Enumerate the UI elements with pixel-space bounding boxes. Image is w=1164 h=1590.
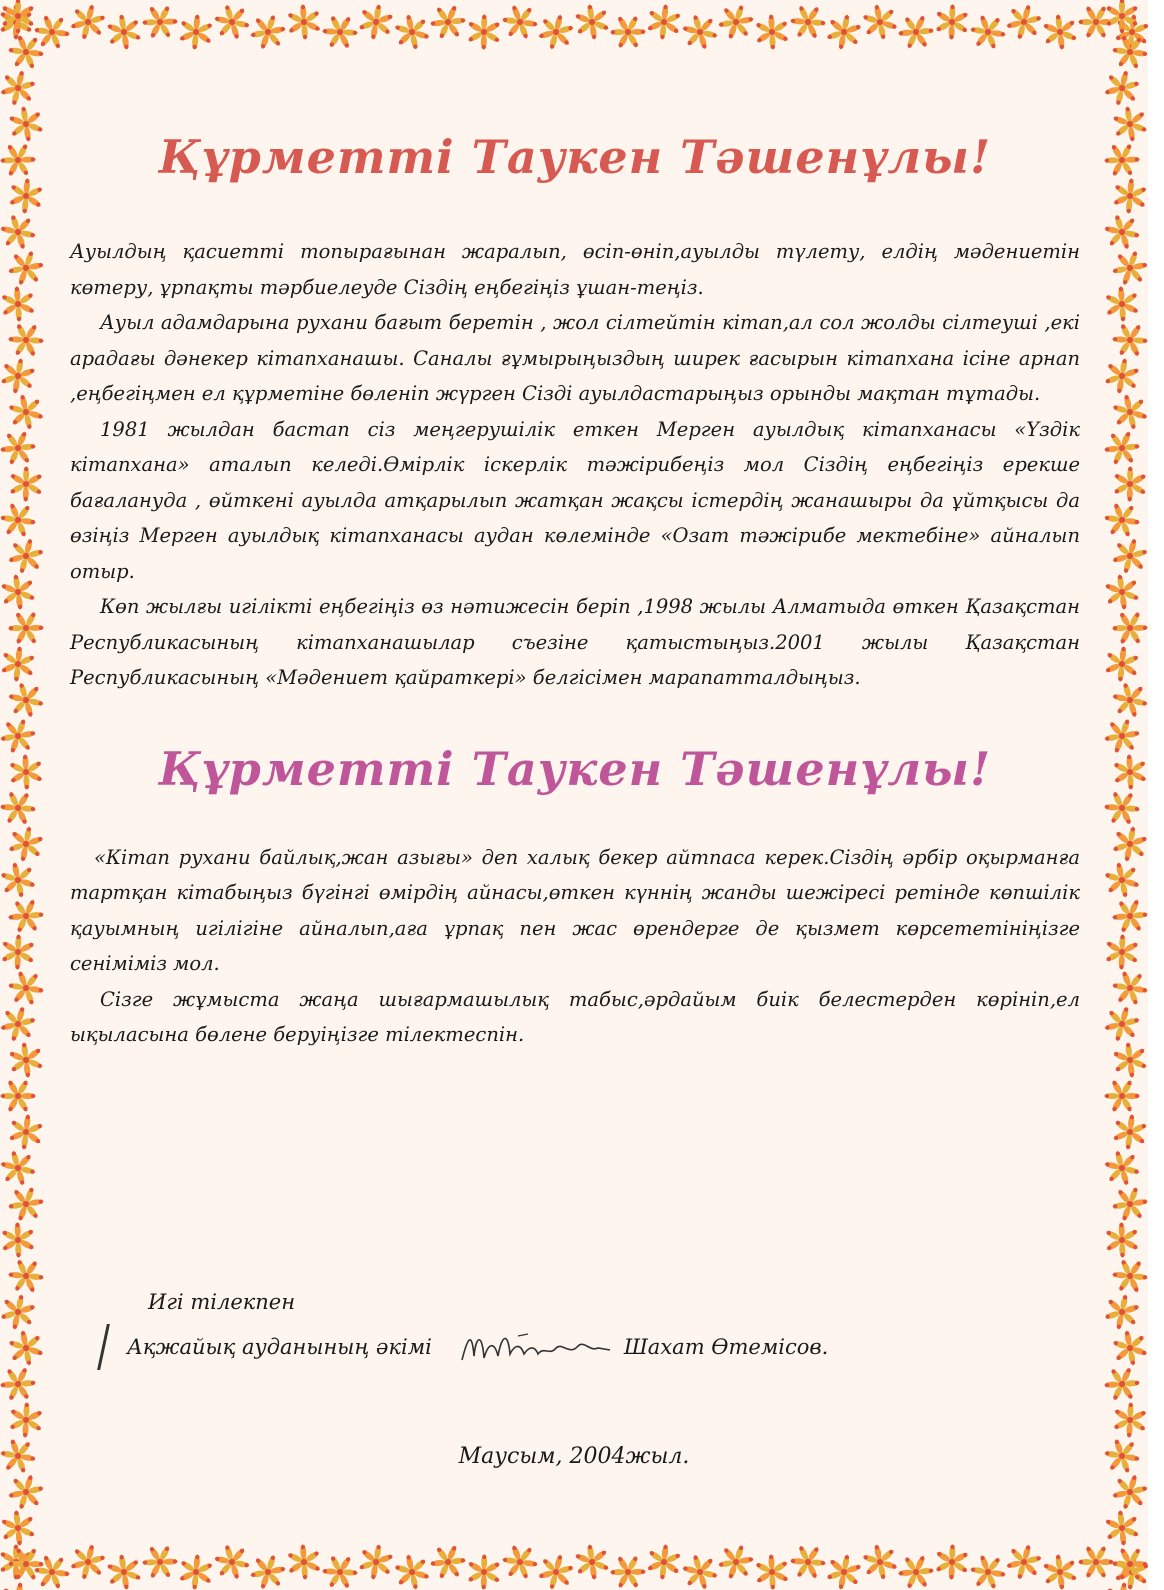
flower-icon [1110, 248, 1148, 288]
flower-icon [6, 536, 46, 576]
flower-icon [464, 12, 504, 52]
flower-icon [0, 284, 38, 324]
flower-icon [0, 0, 38, 36]
flower-icon [1110, 608, 1148, 648]
letter-date: Маусым, 2004жыл. [458, 1444, 690, 1469]
flower-icon [392, 1552, 432, 1590]
flower-icon [0, 716, 38, 756]
flower-icon [104, 12, 144, 52]
flower-icon [356, 1542, 396, 1582]
flower-icon [572, 2, 612, 42]
flower-icon [1004, 1542, 1044, 1582]
flower-icon [6, 968, 46, 1008]
flower-icon [896, 1552, 936, 1590]
flower-icon [1110, 824, 1148, 864]
flower-icon [716, 1542, 756, 1582]
flower-icon [6, 392, 46, 432]
flower-icon [1110, 1400, 1148, 1440]
signature-line [127, 1324, 829, 1370]
flower-icon [1102, 1508, 1142, 1548]
flower-icon [0, 356, 38, 396]
flower-icon [608, 12, 648, 52]
flower-icon [6, 680, 46, 720]
heading-salutation-1: Құрметті Таукен Тәшенұлы! [158, 130, 992, 184]
flower-icon [6, 752, 46, 792]
flower-icon [1110, 1544, 1148, 1584]
flower-icon [824, 1552, 864, 1590]
flower-icon [536, 1552, 576, 1590]
flower-icon [896, 12, 936, 52]
flower-icon [0, 1364, 38, 1404]
flower-icon [1102, 860, 1142, 900]
closing-greeting: Игі тілекпен [148, 1290, 296, 1314]
flower-icon [1102, 1004, 1142, 1044]
flower-icon [1110, 1256, 1148, 1296]
border-bottom [0, 1540, 1148, 1590]
paragraph: Сізге жұмыста жаңа шығармашылық табыс,әрдайым биік белестерден көрініп,ел ықыласына бөлене беруіңізге тілектеспін. [70, 987, 1080, 1046]
flower-icon [140, 2, 180, 42]
flower-icon [6, 1184, 46, 1224]
flower-icon [1102, 284, 1142, 324]
flower-icon [1004, 2, 1044, 42]
flower-icon [1110, 752, 1148, 792]
flower-icon [248, 12, 288, 52]
flower-icon [1102, 428, 1142, 468]
flower-icon [0, 644, 38, 684]
flower-icon [1040, 1552, 1080, 1590]
flower-icon [6, 1328, 46, 1368]
flower-icon [500, 1542, 540, 1582]
flower-icon [1040, 12, 1080, 52]
flower-icon [680, 1552, 720, 1590]
paragraph: 1981 жылдан бастап сіз меңгерушілік еткен Мерген ауылдық кітапханасы «Үздік кітапхана» аталып келеді.Өмірлік іскерлік тәжірибеңіз мол Сіздің еңбегіңіз ерекше бағалануда , өйткені ауылда атқарылып жатқан жақсы істердің жанашыры да ұйтқысы да өзіңіз Мерген ауылдық кітапханасы аудан көлемінде «Озат тәжірибе мектебіне» айналып отыр. [70, 417, 1080, 583]
flower-icon [1102, 0, 1142, 36]
flower-icon [284, 2, 324, 42]
flower-icon [0, 1580, 38, 1590]
flower-icon [6, 104, 46, 144]
flower-icon [1110, 680, 1148, 720]
flower-icon [248, 1552, 288, 1590]
flower-icon [320, 1552, 360, 1590]
flower-icon [1102, 788, 1142, 828]
flower-icon [1110, 536, 1148, 576]
flower-icon [1110, 1112, 1148, 1152]
flower-icon [0, 572, 38, 612]
flower-icon [0, 1004, 38, 1044]
flower-icon [0, 212, 38, 252]
signer-title: Ақжайық ауданының әкімі [127, 1335, 432, 1359]
flower-icon [1102, 644, 1142, 684]
flower-icon [140, 1542, 180, 1582]
flower-icon [968, 1552, 1008, 1590]
flower-icon [572, 1542, 612, 1582]
flower-icon [0, 500, 38, 540]
flower-icon [0, 1508, 38, 1548]
flower-icon [680, 12, 720, 52]
flower-icon [1102, 1580, 1142, 1590]
flower-icon [0, 932, 38, 972]
border-left [0, 0, 46, 1590]
flower-icon [0, 1148, 38, 1188]
signature-mark [97, 1324, 110, 1370]
flower-icon [644, 1542, 684, 1582]
closing-block [127, 1290, 829, 1370]
flower-icon [1110, 1328, 1148, 1368]
flower-icon [1102, 212, 1142, 252]
flower-icon [860, 1542, 900, 1582]
flower-icon [6, 1112, 46, 1152]
flower-icon [1102, 68, 1142, 108]
flower-icon [0, 1220, 38, 1260]
flower-icon [1102, 1076, 1142, 1116]
flower-icon [1110, 320, 1148, 360]
flower-icon [752, 12, 792, 52]
handwritten-signature-icon [458, 1326, 618, 1368]
flower-icon [1110, 104, 1148, 144]
flower-icon [1110, 968, 1148, 1008]
flower-icon [212, 2, 252, 42]
flower-icon [1110, 1040, 1148, 1080]
flower-icon [1102, 500, 1142, 540]
flower-icon [1110, 1472, 1148, 1512]
flower-icon [860, 2, 900, 42]
paragraph: «Кітап рухани байлық,жан азығы» деп халық бекер айтпаса керек.Сіздің әрбір оқырманға тартқан кітабыңыз бүгінгі өмірдің айнасы,өткен күннің жанды шежіресі ретінде көпшілік қауымның игілігіне айналып,аға ұрпақ пен жас өрендерге де қызмет көрсететініңізге сеніміміз мол. [70, 845, 1080, 975]
letter-body [70, 120, 1080, 1053]
flower-icon [6, 824, 46, 864]
flower-icon [392, 12, 432, 52]
paragraph: Көп жылғы игілікті еңбегіңіз өз нәтижесін беріп ,1998 жылы Алматыда өткен Қазақстан Республикасының кітапханашылар съезіне қатыстыңыз.2001 жылы Қазақстан Республикасының «Мәдениет қайраткері» белгісімен марапатталдыңыз. [70, 595, 1080, 689]
paragraph: Ауылдың қасиетті топырағынан жаралып, өсіп-өніп,ауылды түлету, елдің мәдениетін көтеру, ұрпақты тәрбиелеуде Сіздің еңбегіңіз ұшан-теңіз. [70, 240, 1080, 299]
flower-icon [6, 608, 46, 648]
flower-icon [6, 176, 46, 216]
flower-icon [1110, 176, 1148, 216]
flower-icon [428, 2, 468, 42]
flower-icon [1110, 392, 1148, 432]
flower-icon [500, 2, 540, 42]
flower-icon [6, 896, 46, 936]
flower-icon [716, 2, 756, 42]
border-top [0, 0, 1148, 52]
flower-icon [6, 1472, 46, 1512]
flower-icon [320, 12, 360, 52]
flower-icon [68, 2, 108, 42]
flower-icon [824, 12, 864, 52]
flower-icon [788, 1542, 828, 1582]
flower-icon [212, 1542, 252, 1582]
flower-icon [0, 140, 38, 180]
flower-icon [6, 464, 46, 504]
flower-icon [6, 1256, 46, 1296]
flower-icon [6, 320, 46, 360]
flower-icon [608, 1552, 648, 1590]
flower-icon [176, 12, 216, 52]
flower-icon [788, 2, 828, 42]
flower-icon [356, 2, 396, 42]
flower-icon [68, 1542, 108, 1582]
flower-icon [6, 1400, 46, 1440]
flower-icon [752, 1552, 792, 1590]
flower-icon [1110, 1184, 1148, 1224]
border-right [1100, 0, 1148, 1590]
flower-icon [284, 1542, 324, 1582]
flower-icon [1102, 572, 1142, 612]
flower-icon [536, 12, 576, 52]
signer-name: Шахат Өтемісов. [623, 1335, 829, 1359]
flower-icon [1110, 32, 1148, 72]
flower-icon [1102, 716, 1142, 756]
heading-salutation-2: Құрметті Таукен Тәшенұлы! [158, 741, 992, 796]
flower-icon [0, 68, 38, 108]
flower-icon [968, 12, 1008, 52]
flower-icon [0, 1076, 38, 1116]
flower-icon [1102, 1148, 1142, 1188]
flower-icon [6, 32, 46, 72]
flower-icon [1110, 464, 1148, 504]
flower-icon [464, 1552, 504, 1590]
flower-icon [6, 1040, 46, 1080]
flower-icon [1102, 356, 1142, 396]
flower-icon [932, 1542, 972, 1582]
paragraph: Ауыл адамдарына рухани бағыт беретін , жол сілтейтін кітап,ал сол жолды сілтеуші ,екі арадағы дәнекер кітапханашы. Саналы ғұмырыңыздың ширек ғасырын кітапхана ісіне арнап ,еңбегіңмен ел құрметіне бөленіп жүрген Сізді ауылдастарыңыз орынды мақтан тұтады. [70, 311, 1080, 405]
flower-icon [1102, 932, 1142, 972]
flower-icon [1102, 140, 1142, 180]
flower-icon [0, 860, 38, 900]
flower-icon [0, 1292, 38, 1332]
flower-icon [428, 1542, 468, 1582]
flower-icon [6, 248, 46, 288]
flower-icon [932, 2, 972, 42]
flower-icon [1110, 896, 1148, 936]
flower-icon [6, 1544, 46, 1584]
flower-icon [0, 788, 38, 828]
flower-icon [0, 428, 38, 468]
flower-icon [104, 1552, 144, 1590]
flower-icon [1102, 1220, 1142, 1260]
flower-icon [1102, 1364, 1142, 1404]
flower-icon [644, 2, 684, 42]
flower-icon [176, 1552, 216, 1590]
flower-icon [1102, 1292, 1142, 1332]
